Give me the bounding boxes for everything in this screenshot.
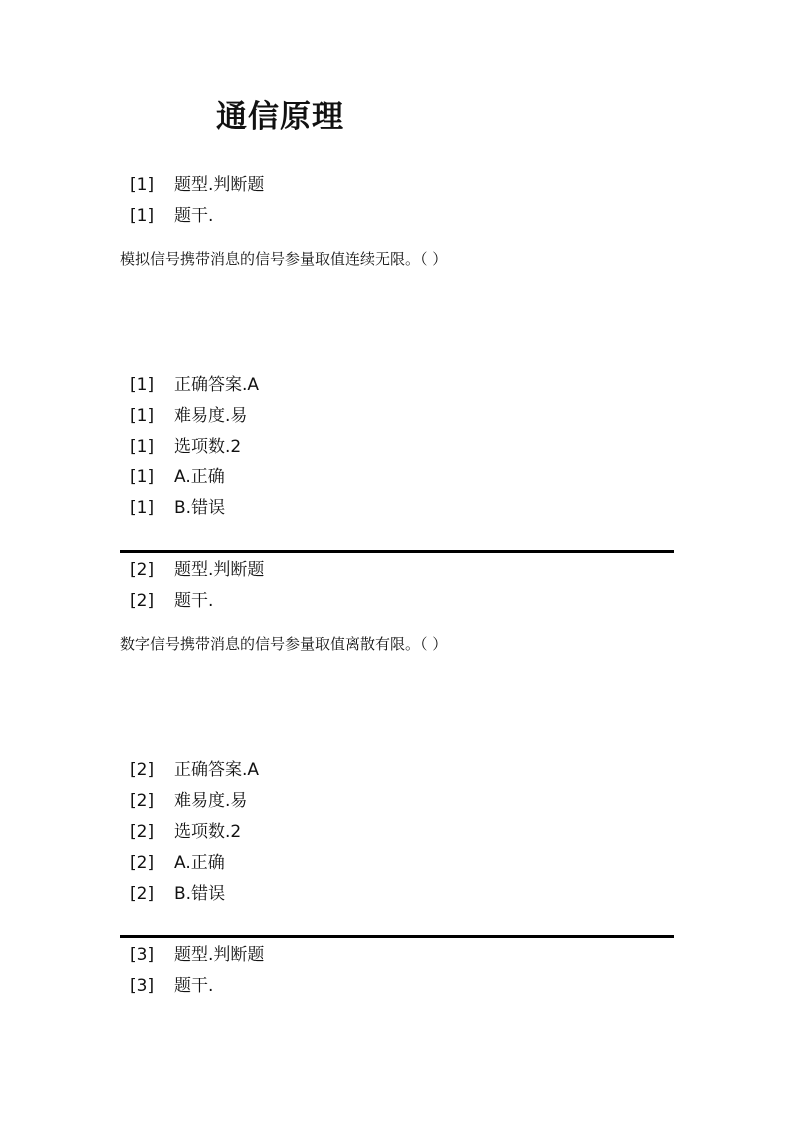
q1-difficulty: 难易度.易 — [174, 406, 248, 426]
q2-type: 题型.判断题 — [174, 560, 265, 580]
q3-stem-label: 题干. — [174, 976, 214, 996]
q1-number: [1] — [130, 437, 155, 457]
q1-type-line — [130, 172, 264, 198]
q1-type: 题型.判断题 — [174, 175, 265, 195]
q1-number: [1] — [130, 375, 155, 395]
q2-option-b-line — [130, 881, 225, 907]
q1-option-b: B.错误 — [174, 498, 226, 518]
q2-answer: 正确答案.A — [174, 760, 260, 780]
q1-answer-line — [130, 372, 259, 398]
q2-stem-text: 数字信号携带消息的信号参量取值离散有限。（ ） — [120, 635, 448, 653]
q3-stem-label-line — [130, 973, 213, 999]
q1-option-count-line — [130, 434, 241, 460]
q1-number: [1] — [130, 175, 155, 195]
q3-number: [3] — [130, 976, 155, 996]
q2-difficulty: 难易度.易 — [174, 791, 248, 811]
q2-answer-line — [130, 757, 259, 783]
q2-option-b: B.错误 — [174, 884, 226, 904]
q1-stem-text: 模拟信号携带消息的信号参量取值连续无限。（ ） — [120, 250, 448, 268]
q3-number: [3] — [130, 945, 155, 965]
q2-number: [2] — [130, 760, 155, 780]
q2-number: [2] — [130, 822, 155, 842]
q2-option-count: 选项数.2 — [174, 822, 242, 842]
question-separator — [120, 550, 674, 553]
q2-number: [2] — [130, 591, 155, 611]
q2-option-a: A.正确 — [174, 853, 225, 873]
q2-option-a-line — [130, 850, 225, 876]
q2-stem-label-line — [130, 588, 213, 614]
q2-difficulty-line — [130, 788, 247, 814]
q2-number: [2] — [130, 853, 155, 873]
document-title: 通信原理 — [216, 99, 344, 135]
q1-answer: 正确答案.A — [174, 375, 260, 395]
q2-number: [2] — [130, 560, 155, 580]
q2-number: [2] — [130, 791, 155, 811]
q1-option-a-line — [130, 464, 225, 490]
q2-type-line — [130, 557, 264, 583]
q2-stem-label: 题干. — [174, 591, 214, 611]
q1-option-count: 选项数.2 — [174, 437, 242, 457]
q2-option-count-line — [130, 819, 241, 845]
question-separator — [120, 935, 674, 938]
q1-number: [1] — [130, 467, 155, 487]
q1-number: [1] — [130, 406, 155, 426]
q1-option-a: A.正确 — [174, 467, 225, 487]
q1-difficulty-line — [130, 403, 247, 429]
q3-type-line — [130, 942, 264, 968]
q1-stem-label: 题干. — [174, 206, 214, 226]
q1-option-b-line — [130, 495, 225, 521]
q1-number: [1] — [130, 206, 155, 226]
q3-type: 题型.判断题 — [174, 945, 265, 965]
q2-number: [2] — [130, 884, 155, 904]
q1-stem-label-line — [130, 203, 213, 229]
q1-number: [1] — [130, 498, 155, 518]
